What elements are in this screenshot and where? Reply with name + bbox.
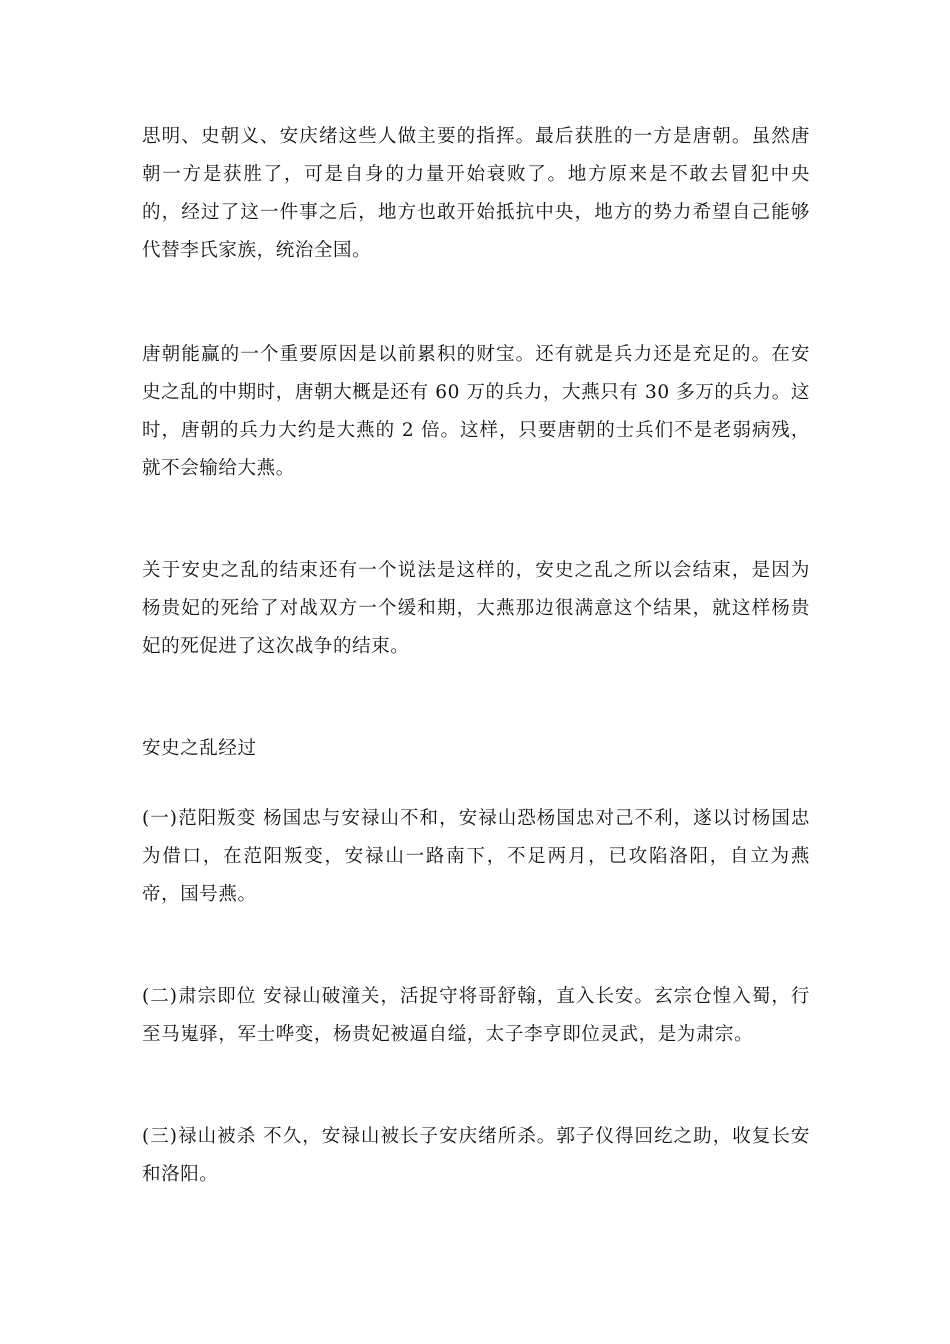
paragraph-reason-for-victory: 唐朝能赢的一个重要原因是以前累积的财宝。还有就是兵力还是充足的。在安史之乱的中期时，唐朝大概是还有 60 万的兵力，大燕只有 30 多万的兵力。这时，唐朝的兵力大约是大燕的 2 倍。这样，只要唐朝的士兵们不是老弱病残，就不会输给大燕。 [142, 344, 810, 479]
paragraph-suzong-enthronement: (二)肃宗即位 安禄山破潼关，活捉守将哥舒翰，直入长安。玄宗仓惶入蜀，行至马嵬驿，军士哗变，杨贵妃被逼自缢，太子李亨即位灵武，是为肃宗。 [142, 986, 810, 1045]
paragraph-outcome-of-war: 思明、史朝义、安庆绪这些人做主要的指挥。最后获胜的一方是唐朝。虽然唐朝一方是获胜了，可是自身的力量开始衰败了。地方原来是不敢去冒犯中央的，经过了这一件事之后，地方也敢开始抵抗中央，地方的势力希望自己能够代替李氏家族，统治全国。 [142, 126, 810, 261]
paragraph-fanyang-revolt: (一)范阳叛变 杨国忠与安禄山不和，安禄山恐杨国忠对己不利，遂以讨杨国忠为借口，在范阳叛变，安禄山一路南下，不足两月，已攻陷洛阳，自立为燕帝，国号燕。 [142, 808, 810, 905]
paragraph-alternative-ending: 关于安史之乱的结束还有一个说法是这样的，安史之乱之所以会结束，是因为杨贵妃的死给了对战双方一个缓和期，大燕那边很满意这个结果，就这样杨贵妃的死促进了这次战争的结束。 [142, 560, 810, 657]
section-heading-course-of-rebellion: 安史之乱经过 [142, 738, 257, 759]
paragraph-lushan-killed: (三)禄山被杀 不久，安禄山被长子安庆绪所杀。郭子仪得回纥之助，收复长安和洛阳。 [142, 1126, 810, 1185]
